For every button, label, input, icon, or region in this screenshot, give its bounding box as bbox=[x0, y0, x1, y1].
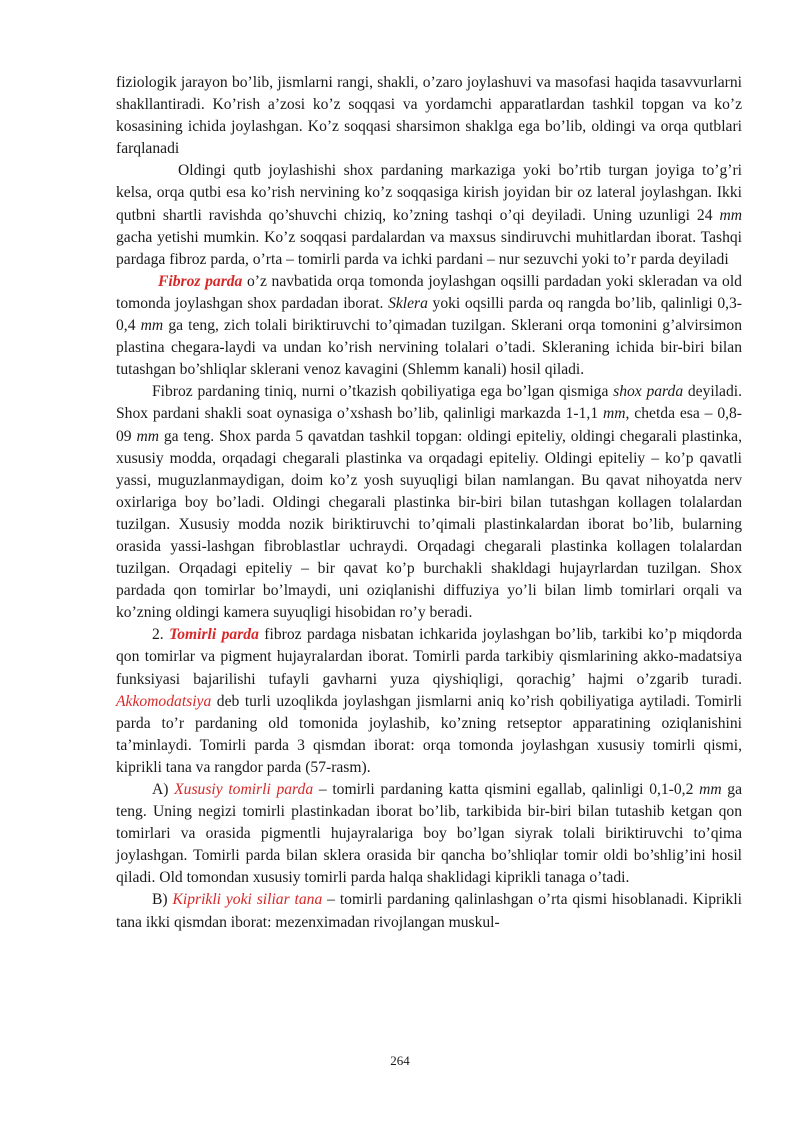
paragraph-6 bbox=[116, 779, 742, 889]
text-run: Fibroz pardaning tiniq, nurni o’tkazish qobiliyatiga ega bo’lgan qismiga bbox=[152, 383, 614, 401]
text-run: fibroz pardaga nisbatan ichkarida joylashgan bo’lib, tarkibi ko’p miqdorda qon tomirlar va pigment hujayralardan iborat. Tomirli parda tarkibiy qismlarining akko-madatsiya funksiyasi bajarilishi tufayli gavharni yuza qiyshiqligi, qorachig’ hajmi o’zgarib turadi. bbox=[116, 626, 742, 688]
term-tomirli-parda: Tomirli parda bbox=[169, 626, 259, 644]
paragraph-7 bbox=[116, 889, 742, 933]
term-shox-parda: shox parda bbox=[613, 383, 684, 401]
paragraph-3 bbox=[116, 271, 742, 381]
term-sklera: Sklera bbox=[388, 294, 428, 312]
text-run: ga teng, zich tolali biriktiruvchi to’qimadan tuzilgan. Sklerani orqa tomonini g’alvirsimon plastina chegara-laydi va undan ko’rish nervining tolalari o’tadi. Skleraning ichida bir-biri bilan tutashgan bo’shliqlar sklerani venoz kavagini (Shlemm kanali) hosil qiladi. bbox=[116, 317, 742, 379]
term-kiprikli-tana: Kiprikli yoki siliar tana bbox=[172, 891, 323, 909]
unit-mm: mm bbox=[719, 206, 742, 224]
body-text bbox=[116, 72, 742, 934]
paragraph-2 bbox=[116, 160, 742, 270]
term-fibroz-parda: Fibroz parda bbox=[158, 272, 243, 290]
term-xususiy-tomirli-parda: Xususiy tomirli parda bbox=[174, 781, 314, 798]
text-run: Oldingi qutb joylashishi shox pardaning markaziga yoki bo’rtib turgan joyiga to’g’ri kelsa, orqa qutbi esa ko’rish nervining ko’z soqqasiga kirish joyidan bir oz lateral joylashgan. Ikki qutbni shartli ravishda qo’shuvchi chiziq, ko’zning tashqi o’qi deyiladi. Uning uzunligi 24 bbox=[116, 162, 742, 224]
text-run: fiziologik jarayon bo’lib, jismlarni rangi, shakli, o’zaro joylashuvi va masofasi haqida tasavvurlarni shakllantiradi. Ko’rish a’zosi ko’z soqqasi va yordamchi apparatlardan tashkil topgan va ko’z kosasining ichida joylashgan. Ko’z soqqasi sharsimon shaklga ega bo’lib, oldingi va orqa qutblari farqlanadi bbox=[116, 74, 742, 158]
paragraph-4 bbox=[116, 381, 742, 624]
term-akkomodatsiya: Akkomodatsiya bbox=[116, 692, 212, 710]
text-run: gacha yetishi mumkin. Ko’z soqqasi pardalardan va maxsus sindiruvchi muhitlardan iborat. Tashqi pardaga fibroz parda, o’rta – tomirli parda va ichki pardani – nur sezuvchi yoki to’r parda deyiladi bbox=[116, 228, 742, 268]
unit-mm: mm bbox=[136, 427, 159, 445]
list-marker: B) bbox=[152, 891, 173, 909]
text-run: ga teng. Shox parda 5 qavatdan tashkil topgan: oldingi epiteliy, oldingi chegarali plastinka, xususiy modda, orqadagi chegarali plastinka va orqadagi epiteliy. Oldingi epiteliy – ko’p qavatli yassi, muguzlanmaydigan, doim ko’z yosh suyuqligi bilan namlangan. Bu qavat nihoyatda nerv oxirlariga boy bo’ladi. Oldingi chegarali plastinka bir-biri bilan tutashgan kollagen tolalardan tuzilgan. Xususiy modda nozik biriktiruvchi to’qimali plastinkalardan iborat bo’lib, bularning orasida yassi-lashgan fibroblastlar uchraydi. Orqadagi chegarali plastinka kollagen tolalardan tuzilgan. Orqadagi epiteliy – bir qavat ko’p burchakli shakldagi hujayrlardan tuzilgan. Shox pardada qon tomirlar bo’lmaydi, uni oziqlanishi diffuziya yo’li bilan limb tomirlari orqali va ko’zning oldingi kamera suyuqligi hisobidan ro’y beradi. bbox=[116, 427, 742, 622]
text-run: , chetda esa – 0,8-09 bbox=[116, 405, 743, 445]
text-run: o’z navbatida orqa tomonda joylashgan oqsilli pardadan yoki skleradan va old tomonda joylashgan shox pardadan iborat. bbox=[116, 272, 742, 312]
text-run: deb turli uzoqlikda joylashgan jismlarni aniq ko’rish qobiliyatiga aytiladi. Tomirli parda to’r pardaning old tomonida joylashib, ko’zning retseptor apparatining oziqlanishini ta’minlaydi. Tomirli parda 3 qismdan iborat: orqa tomonda joylashgan xususiy tomirli qismi, kiprikli tana va rangdor parda (57-rasm). bbox=[116, 692, 742, 776]
text-run: deyiladi. Shox pardani shakli soat oynasiga o’xshash bo’lib, qalinligi markazda 1-1,1 bbox=[116, 383, 742, 423]
text-run: ga teng. Uning negizi tomirli plastinkadan iborat bo’lib, tarkibida bir-biri bilan tutashib ketgan qon tomirlari va orasida pigmentli hujayralariga boy bo’lgan siyrak tolali biriktiruvchi to’qima joylashgan. Tomirli parda bilan sklera orasida bir qancha bo’shliqlar tomir oldi bo’shlig’ini hosil qiladi. Old tomondan xususiy tomirli parda halqa shaklidagi kiprikli tanaga o’tadi. bbox=[116, 781, 742, 887]
page-number: 264 bbox=[390, 1053, 410, 1068]
unit-mm: mm bbox=[603, 405, 626, 423]
unit-mm: mm bbox=[140, 317, 164, 335]
unit-mm: mm bbox=[699, 781, 722, 798]
list-marker: A) bbox=[152, 781, 175, 798]
list-number: 2. bbox=[152, 626, 170, 644]
text-run: – tomirli pardaning qalinlashgan o’rta qismi hisoblanadi. Kiprikli tana ikki qismdan iborat: mezenximadan rivojlangan muskul- bbox=[116, 891, 742, 931]
text-run: – tomirli pardaning katta qismini egallab, qalinligi 0,1-0,2 bbox=[313, 781, 700, 798]
paragraph-1 bbox=[116, 72, 742, 160]
text-run: yoki oqsilli parda oq rangda bo’lib, qalinligi 0,3-0,4 bbox=[116, 294, 743, 335]
paragraph-5 bbox=[116, 624, 742, 779]
